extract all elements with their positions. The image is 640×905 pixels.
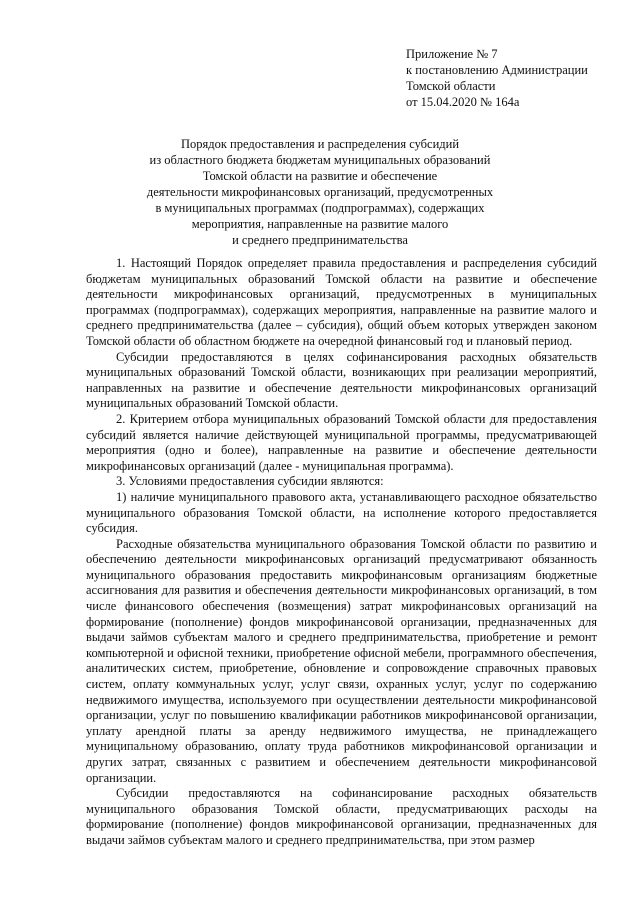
paragraph-5: 1) наличие муниципального правового акта, устанавливающего расходное обязательство муниципального образования Томской области, на исполнение которого предоставляется субсидия.	[86, 489, 597, 536]
paragraph-2: Субсидии предоставляются в целях софинансирования расходных обязательств муниципальных образований Томской области, возникающих при реализации мероприятий, направленных на развитие и обеспечение деятельности микрофинансовых организаций муниципальных образований Томской области.	[86, 349, 597, 411]
title-line: Томской области на развитие и обеспечение	[202, 169, 438, 183]
title-line: из областного бюджета бюджетам муниципальных образований	[149, 153, 491, 167]
document-body	[86, 256, 597, 849]
title-line: деятельности микрофинансовых организаций, предусмотренных	[146, 185, 494, 199]
appendix-line: от 15.04.2020 № 164а	[406, 95, 520, 109]
appendix-line: Томской области	[406, 79, 496, 93]
title-line: мероприятия, направленные на развитие малого	[191, 217, 449, 231]
title-line: Порядок предоставления и распределения субсидий	[180, 137, 460, 151]
paragraph-7: Субсидии предоставляются на софинансирование расходных обязательств муниципального образования Томской области, предусматривающих расходы на формирование (пополнение) фондов микрофинансовой организации, предназначенных для выдачи займов субъектам малого и среднего предпринимательства, при этом размер	[86, 786, 597, 847]
appendix-header	[406, 46, 588, 110]
paragraph-3: 2. Критерием отбора муниципальных образований Томской области для предоставления субсидий является наличие действующей муниципальной программы, предусматривающей мероприятия (одно и более), направленные на развитие и обеспечение деятельности микрофинансовых организаций (далее - муниципальная программа).	[86, 411, 597, 473]
appendix-line: к постановлению Администрации	[406, 63, 588, 77]
paragraph-1: 1. Настоящий Порядок определяет правила предоставления и распределения субсидий бюджетам муниципальных образований Томской области на развитие и обеспечение деятельности микрофинансовых организаций, предусмотренных в муниципальных программах (подпрограммах), содержащих мероприятия, направленные на развитие малого и среднего предпринимательства (далее – субсидия), общий объем которых утвержден законом Томской области об областном бюджете на очередной финансовый год и плановый период.	[86, 256, 597, 348]
appendix-line: Приложение № 7	[406, 47, 498, 61]
document-title	[120, 136, 520, 248]
title-line: и среднего предпринимательства	[232, 233, 408, 247]
paragraph-6: Расходные обязательства муниципального образования Томской области по развитию и обеспечению деятельности микрофинансовых организаций предусматривают обязанность муниципального образования предоставить микрофинансовым организациям бюджетные ассигнования для развития и обеспечения деятельности микрофинансовых организаций, в том числе финансового обеспечения (возмещения) затрат микрофинансовых организаций на формирование (пополнение) фондов микрофинансовой организации, предназначенных для выдачи займов субъектам малого и среднего предпринимательства, приобретение и ремонт компьютерной и офисной техники, приобретение офисной мебели, программного обеспечения, аналитических систем, приобретение, обновление и сопровождение справочных правовых систем, оплату коммунальных услуг, услуг связи, охранных услуг, услуг по содержанию недвижимого имущества, используемого при осуществлении деятельности микрофинансовой организации, услуг по повышению квалификации работников микрофинансовой организации, уплату арендной платы за аренду недвижимого имущества, не принадлежащего муниципальному образованию, оплату труда работников микрофинансовой организации и других затрат, связанных с развитием и обеспечением деятельности микрофинансовой организации.	[86, 536, 597, 785]
paragraph-4: 3. Условиями предоставления субсидии являются:	[116, 474, 384, 489]
title-line: в муниципальных программах (подпрограммах), содержащих	[155, 201, 485, 215]
